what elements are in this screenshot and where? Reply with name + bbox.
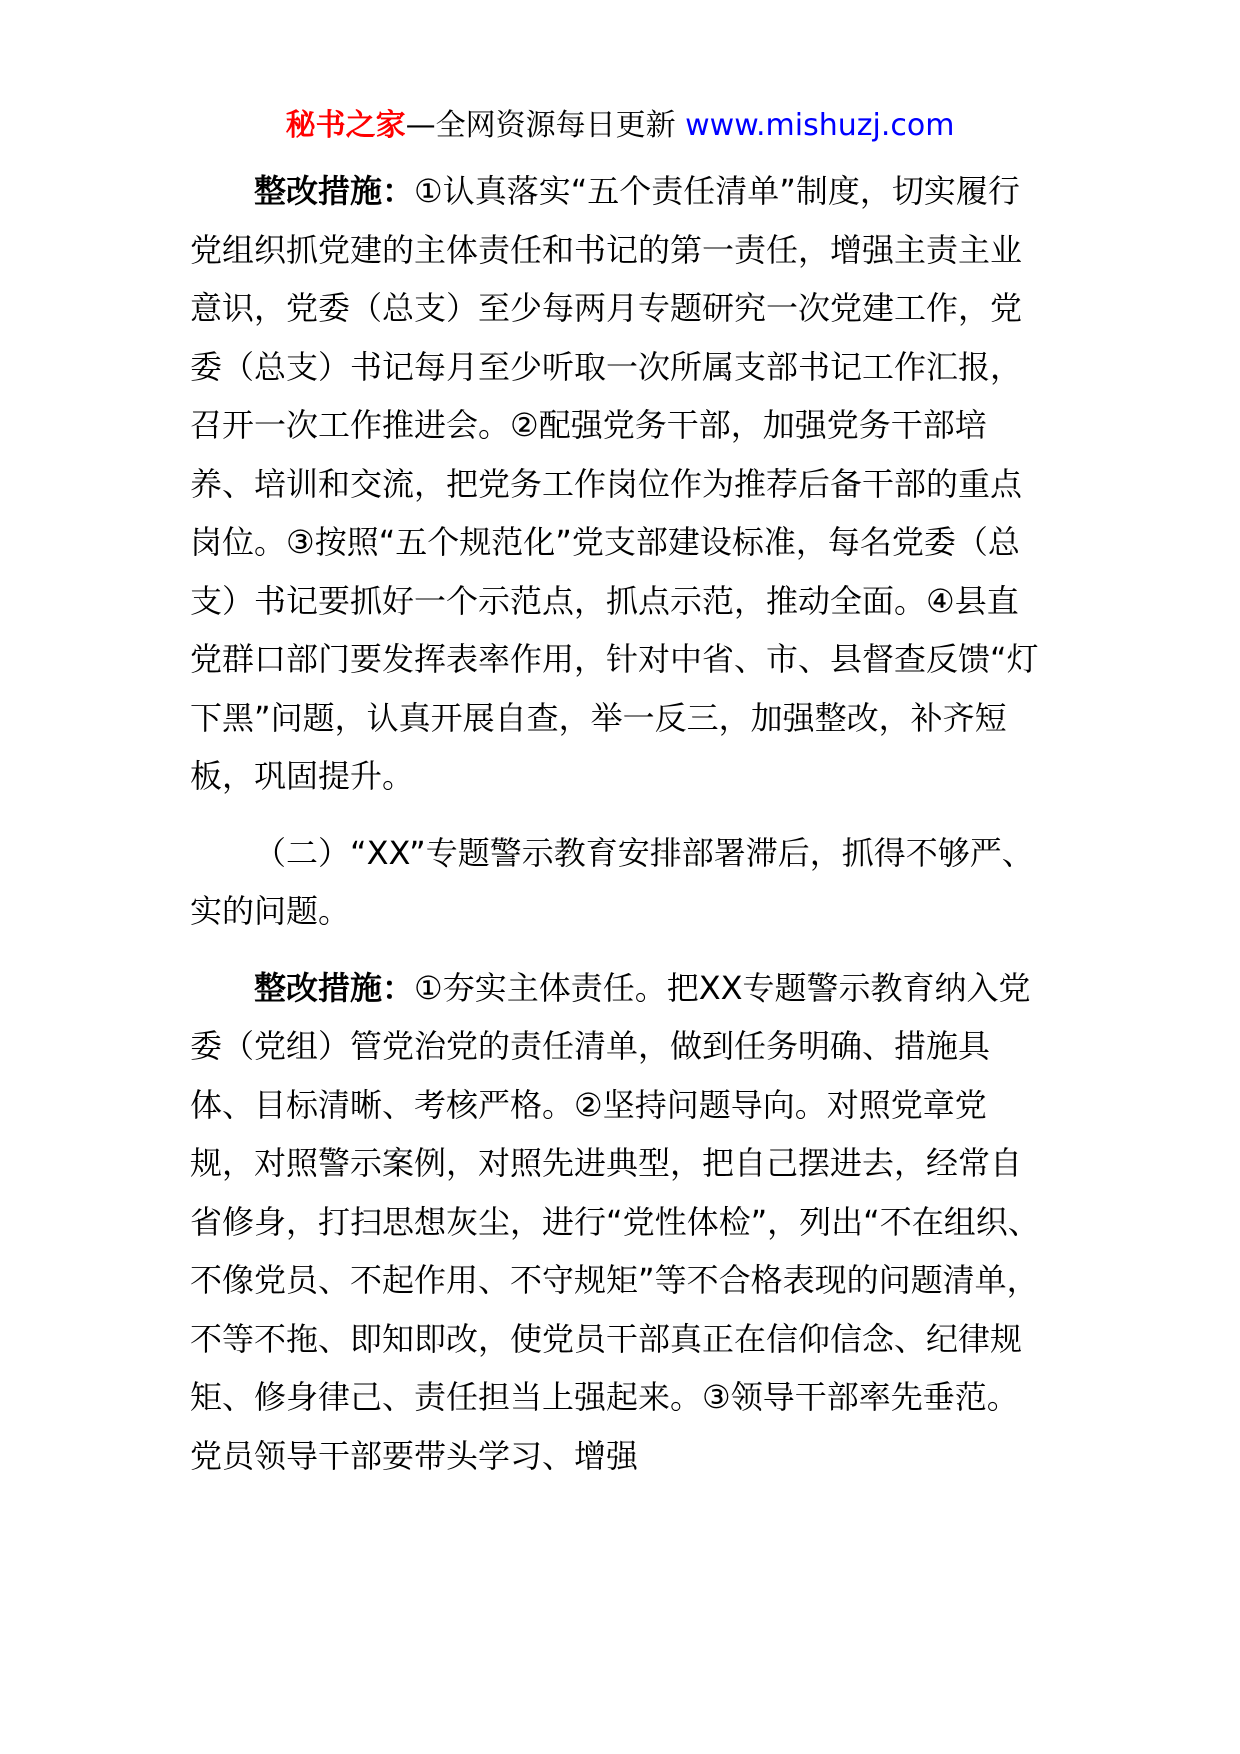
rectification-text-2: ①夯实主体责任。把XX专题警示教育纳入党委（党组）管党治党的责任清单，做到任务明确、措施具体、目标清晰、考核严格。②坚持问题导向。对照党章党规，对照警示案例，对照先进典型，把自己摆进去，经常自省修身，打扫思想灰尘，进行“党性体检”，列出“不在组织、不像党员、不起作用、不守规矩”等不合格表现的问题清单，不等不拖、即知即改，使党员干部真正在信仰信念、纪律规矩、修身律己、责任担当上强起来。③领导干部率先垂范。党员领导干部要带头学习、增强 bbox=[190, 968, 1040, 1475]
brand-name: 秘书之家 bbox=[285, 108, 406, 143]
paragraph-rectification-1 bbox=[190, 162, 1050, 806]
document-body bbox=[190, 162, 1050, 1485]
paragraph-rectification-2 bbox=[190, 959, 1050, 1486]
rectification-text-1: ①认真落实“五个责任清单”制度，切实履行党组织抓党建的主体责任和书记的第一责任，增强主责主业意识，党委（总支）至少每两月专题研究一次党建工作，党委（总支）书记每月至少听取一次所属支部书记工作汇报，召开一次工作推进会。②配强党务干部，加强党务干部培养、培训和交流，把党务工作岗位作为推荐后备干部的重点岗位。③按照“五个规范化”党支部建设标准，每名党委（总支）书记要抓好一个示范点，抓点示范，推动全面。④县直党群口部门要发挥表率作用，针对中省、市、县督查反馈“灯下黑”问题，认真开展自查，举一反三，加强整改，补齐短板，巩固提升。 bbox=[190, 172, 1039, 795]
rectification-lead-2: 整改措施： bbox=[254, 968, 415, 1007]
paragraph-issue-2: （二）“XX”专题警示教育安排部署滞后，抓得不够严、实的问题。 bbox=[190, 833, 1034, 930]
page-header bbox=[0, 96, 1240, 156]
header-slogan: —全网资源每日更新 bbox=[405, 108, 676, 143]
rectification-lead-1: 整改措施： bbox=[254, 172, 415, 210]
header-url-link[interactable]: www.mishuzj.com bbox=[685, 108, 955, 143]
